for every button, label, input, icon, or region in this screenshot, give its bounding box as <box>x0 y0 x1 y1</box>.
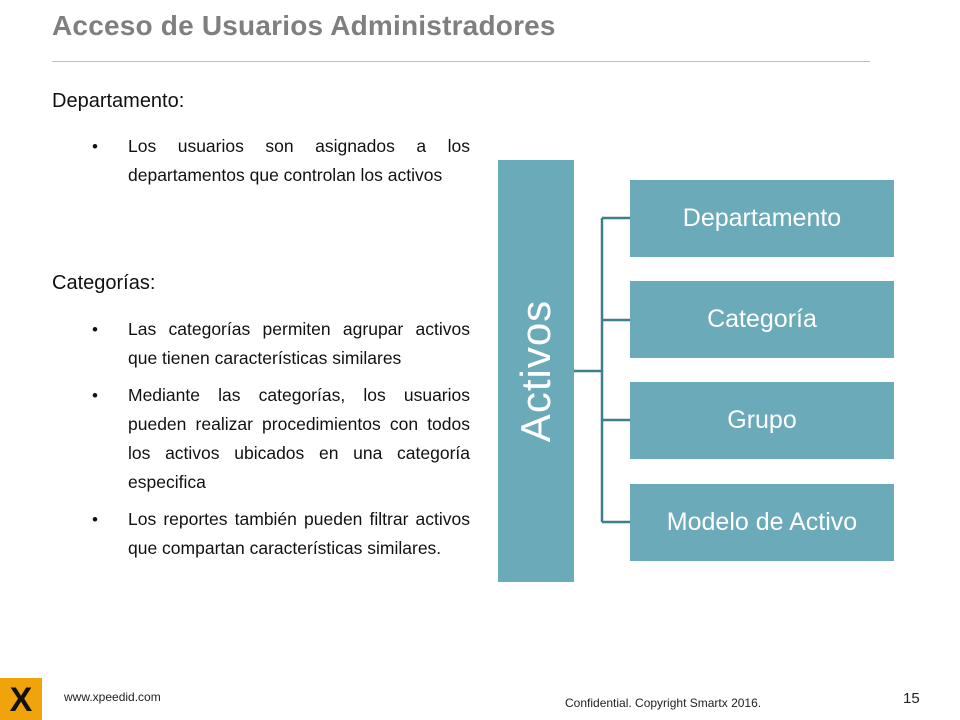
list-item <box>90 381 470 497</box>
bullet-text: Los reportes también pueden filtrar activos que compartan características similares. <box>128 509 470 558</box>
bullet-list-departamento <box>90 132 470 198</box>
bullet-icon: • <box>92 320 98 339</box>
list-item <box>90 505 470 563</box>
page-number: 15 <box>903 690 920 707</box>
company-logo <box>0 678 42 720</box>
x-logo-icon <box>4 682 38 716</box>
title-divider <box>52 61 870 62</box>
footer-confidential: Confidential. Copyright Smartx 2016. <box>565 696 762 710</box>
diagram-connector <box>574 160 634 540</box>
bullet-text: Los usuarios son asignados a los departamentos que controlan los activos <box>128 136 470 185</box>
bullet-text: Mediante las categorías, los usuarios pueden realizar procedimientos con todos los activos ubicados en una categoría especifica <box>128 385 470 492</box>
bullet-list-categorias <box>90 315 470 571</box>
svg-text:X: X <box>9 682 33 716</box>
list-item <box>90 315 470 373</box>
diagram-child-grupo: Grupo <box>630 382 894 459</box>
section-heading-categorias: Categorías: <box>52 272 156 294</box>
bullet-icon: • <box>92 510 98 529</box>
section-heading-departamento: Departamento: <box>52 90 185 112</box>
diagram-child-modelo: Modelo de Activo <box>630 484 894 561</box>
diagram-root-label: Activos <box>512 299 559 443</box>
diagram-child-departamento: Departamento <box>630 180 894 257</box>
slide-title: Acceso de Usuarios Administradores <box>52 10 556 41</box>
diagram-child-categoria: Categoría <box>630 281 894 358</box>
bullet-icon: • <box>92 137 98 156</box>
list-item <box>90 132 470 190</box>
bullet-text: Las categorías permiten agrupar activos que tienen características similares <box>128 319 470 368</box>
diagram-root-box <box>498 160 574 582</box>
bullet-icon: • <box>92 386 98 405</box>
footer-url: www.xpeedid.com <box>64 690 161 704</box>
